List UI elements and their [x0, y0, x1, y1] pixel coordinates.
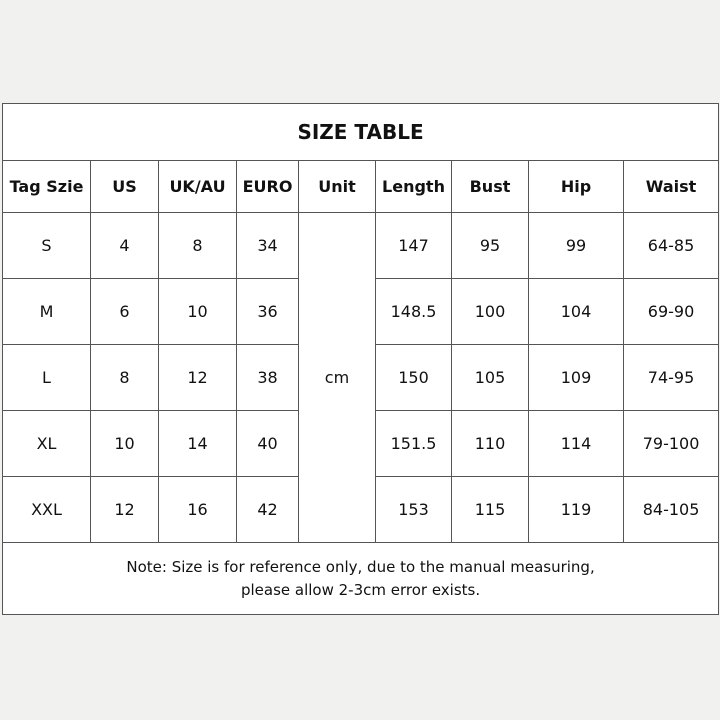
- cell-waist: 74-95: [624, 345, 719, 411]
- cell-uk-au: 14: [159, 411, 237, 477]
- size-note: [3, 543, 719, 615]
- cell-tag: L: [3, 345, 91, 411]
- table-row: [3, 213, 719, 279]
- cell-us: 12: [91, 477, 159, 543]
- cell-bust: 100: [452, 279, 529, 345]
- cell-euro: 34: [237, 213, 299, 279]
- cell-uk-au: 10: [159, 279, 237, 345]
- cell-waist: 69-90: [624, 279, 719, 345]
- cell-us: 4: [91, 213, 159, 279]
- cell-bust: 105: [452, 345, 529, 411]
- header-waist: Waist: [624, 161, 719, 213]
- cell-euro: 42: [237, 477, 299, 543]
- cell-waist: 84-105: [624, 477, 719, 543]
- cell-euro: 36: [237, 279, 299, 345]
- cell-euro: 38: [237, 345, 299, 411]
- header-us: US: [91, 161, 159, 213]
- cell-length: 147: [376, 213, 452, 279]
- cell-waist: 64-85: [624, 213, 719, 279]
- cell-bust: 110: [452, 411, 529, 477]
- cell-tag: M: [3, 279, 91, 345]
- note-line-2: please allow 2-3cm error exists.: [240, 580, 481, 599]
- cell-length: 148.5: [376, 279, 452, 345]
- cell-bust: 95: [452, 213, 529, 279]
- note-line-1: Note: Size is for reference only, due to the manual measuring,: [126, 557, 595, 576]
- cell-us: 6: [91, 279, 159, 345]
- cell-tag: S: [3, 213, 91, 279]
- cell-length: 151.5: [376, 411, 452, 477]
- cell-uk-au: 8: [159, 213, 237, 279]
- header-hip: Hip: [529, 161, 624, 213]
- cell-length: 150: [376, 345, 452, 411]
- header-euro: EURO: [237, 161, 299, 213]
- cell-length: 153: [376, 477, 452, 543]
- cell-us: 10: [91, 411, 159, 477]
- header-unit: Unit: [299, 161, 376, 213]
- cell-hip: 99: [529, 213, 624, 279]
- cell-hip: 114: [529, 411, 624, 477]
- header-uk-au: UK/AU: [159, 161, 237, 213]
- cell-euro: 40: [237, 411, 299, 477]
- cell-unit: cm: [299, 213, 376, 543]
- header-row: [3, 161, 719, 213]
- header-length: Length: [376, 161, 452, 213]
- size-table: [2, 103, 719, 615]
- cell-tag: XL: [3, 411, 91, 477]
- header-tag-size: Tag Szie: [3, 161, 91, 213]
- cell-uk-au: 12: [159, 345, 237, 411]
- table-title: SIZE TABLE: [3, 104, 719, 161]
- cell-uk-au: 16: [159, 477, 237, 543]
- header-bust: Bust: [452, 161, 529, 213]
- cell-waist: 79-100: [624, 411, 719, 477]
- cell-us: 8: [91, 345, 159, 411]
- cell-hip: 119: [529, 477, 624, 543]
- cell-bust: 115: [452, 477, 529, 543]
- cell-hip: 104: [529, 279, 624, 345]
- cell-tag: XXL: [3, 477, 91, 543]
- cell-hip: 109: [529, 345, 624, 411]
